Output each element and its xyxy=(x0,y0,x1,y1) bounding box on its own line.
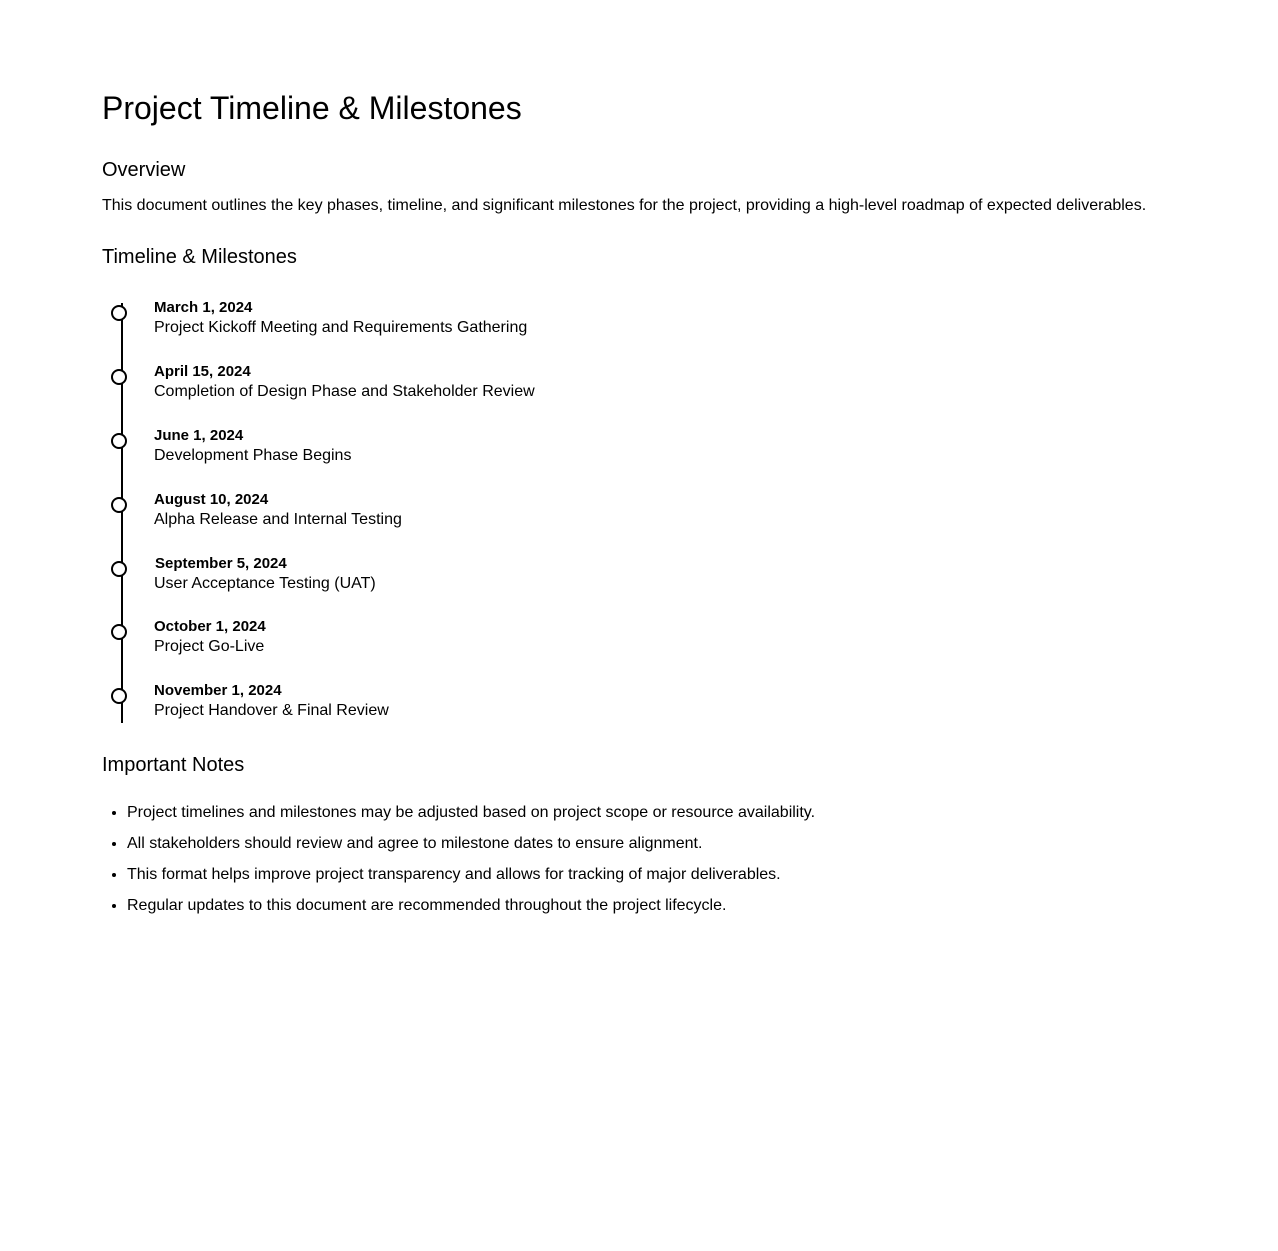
milestone-dot-icon xyxy=(111,497,127,513)
milestone-timeline xyxy=(102,299,1202,723)
timeline-heading: Timeline & Milestones xyxy=(102,246,297,268)
milestone-dot-icon xyxy=(111,369,127,385)
milestone-date: September 5, 2024 xyxy=(155,555,287,572)
notes-heading: Important Notes xyxy=(102,754,245,776)
milestone-dot-icon xyxy=(111,433,127,449)
milestone-description: Project Handover & Final Review xyxy=(154,702,389,719)
milestone-item xyxy=(102,491,1002,535)
milestone-description: Development Phase Begins xyxy=(154,447,352,464)
list-item: • Project timelines and milestones may be adjusted based on project scope or resource availability. xyxy=(127,803,1202,823)
milestone-date: June 1, 2024 xyxy=(154,427,244,444)
milestone-description: Project Kickoff Meeting and Requirements Gathering xyxy=(154,319,528,336)
notes-list xyxy=(102,803,1202,916)
milestone-item xyxy=(102,555,1002,599)
overview-heading: Overview xyxy=(102,159,186,181)
milestone-dot-icon xyxy=(111,561,127,577)
milestone-description: Alpha Release and Internal Testing xyxy=(154,511,402,528)
milestone-description: Completion of Design Phase and Stakeholder Review xyxy=(154,383,535,400)
overview-text: This document outlines the key phases, timeline, and significant milestones for the project, providing a high-level roadmap of expected deliverables. xyxy=(102,197,1147,214)
milestone-description: Project Go-Live xyxy=(154,638,265,655)
milestone-dot-icon xyxy=(111,305,127,321)
milestone-item xyxy=(102,618,1002,662)
milestone-item xyxy=(102,682,1002,726)
milestone-description: User Acceptance Testing (UAT) xyxy=(154,575,376,592)
milestone-date: March 1, 2024 xyxy=(154,299,253,316)
milestone-date: August 10, 2024 xyxy=(154,491,269,508)
milestone-date: November 1, 2024 xyxy=(154,682,282,699)
milestone-item xyxy=(102,363,1002,407)
list-item: • All stakeholders should review and agree to milestone dates to ensure alignment. xyxy=(127,834,1202,854)
milestone-date: October 1, 2024 xyxy=(154,618,266,635)
milestone-dot-icon xyxy=(111,688,127,704)
milestone-dot-icon xyxy=(111,624,127,640)
list-item: • Regular updates to this document are recommended throughout the project lifecycle. xyxy=(127,896,1202,916)
list-item: • This format helps improve project transparency and allows for tracking of major deliverables. xyxy=(127,865,1202,885)
milestone-item xyxy=(102,299,1002,343)
page-title: Project Timeline & Milestones xyxy=(102,90,522,126)
milestone-date: April 15, 2024 xyxy=(154,363,251,380)
milestone-item xyxy=(102,427,1002,471)
